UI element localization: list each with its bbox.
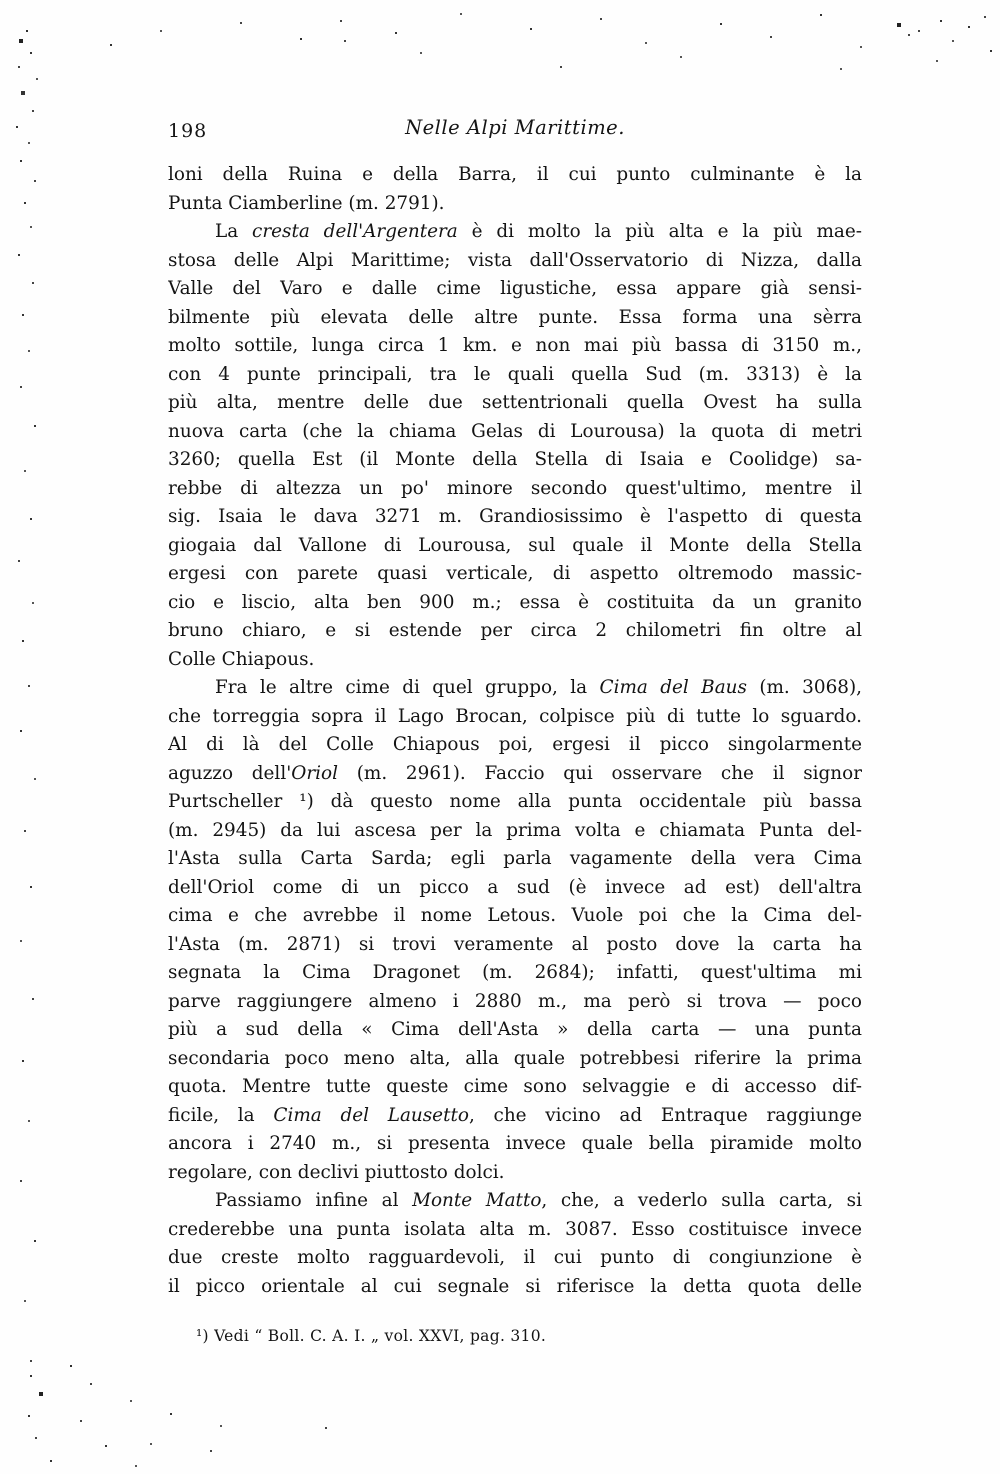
text-line <box>168 389 862 418</box>
text-segment: cima e che avrebbe il nome Letous. Vuole poi che la Cima del- <box>168 905 862 926</box>
text-segment: Al di là del Colle Chiapous poi, ergesi il picco singolarmente <box>168 734 862 755</box>
text-line <box>168 1187 862 1216</box>
text-line <box>168 674 862 703</box>
running-head <box>168 116 862 144</box>
text-segment: nuova carta (che la chiama Gelas di Lourousa) la quota di metri <box>168 420 862 442</box>
text-segment: sig. Isaia le dava 3271 m. Grandiosissimo è l'aspetto di questa <box>168 506 862 527</box>
text-line <box>168 190 862 219</box>
text-segment: , che, a vederlo sulla carta, si <box>541 1190 862 1211</box>
text-line <box>168 845 862 874</box>
text-segment: cio e liscio, alta ben 900 m.; essa è costituita da un granito <box>168 591 862 613</box>
text-segment: più alta, mentre delle due settentrionali quella Ovest ha sulla <box>168 392 862 413</box>
text-line <box>168 788 862 817</box>
text-line <box>168 560 862 589</box>
text-line <box>168 902 862 931</box>
text-line <box>168 475 862 504</box>
text-segment: segnata la Cima Dragonet (m. 2684); infatti, quest'ultima mi <box>168 962 862 983</box>
text-line <box>168 1102 862 1131</box>
text-segment: La <box>215 221 253 242</box>
italic-text-segment: Oriol <box>291 762 338 784</box>
italic-text-segment: Cima del Baus <box>599 677 747 698</box>
text-line <box>168 1273 862 1302</box>
text-line <box>168 1073 862 1102</box>
text-line <box>168 161 862 190</box>
text-line <box>168 703 862 732</box>
text-segment: bruno chiaro, e si estende per circa 2 chilometri fin oltre al <box>168 620 862 641</box>
text-line <box>168 304 862 333</box>
text-segment: loni della Ruina e della Barra, il cui punto culminante è la <box>168 164 862 185</box>
text-line <box>168 361 862 390</box>
text-segment: Passiamo infine al <box>215 1190 413 1211</box>
text-line <box>168 446 862 475</box>
text-line <box>168 874 862 903</box>
text-segment: giogaia dal Vallone di Lourousa, sul quale il Monte della Stella <box>168 534 862 556</box>
text-segment: bilmente più elevata delle altre punte. Essa forma una sèrra <box>168 306 862 328</box>
text-segment: che torreggia sopra il Lago Brocan, colpisce più di tutte lo sguardo. <box>168 705 862 727</box>
text-line <box>168 275 862 304</box>
text-segment: (m. 3068), <box>746 677 862 698</box>
text-segment: due creste molto ragguardevoli, il cui punto di congiunzione è <box>168 1247 862 1268</box>
body-text-block <box>168 161 862 1301</box>
text-line <box>168 1130 862 1159</box>
text-segment: aguzzo dell' <box>168 762 292 784</box>
page-number: 198 <box>168 120 208 142</box>
text-segment: (m. 2961). Faccio qui osservare che il signor <box>337 762 862 784</box>
text-segment: , che vicino ad Entraque raggiunge <box>468 1104 862 1126</box>
text-segment: Valle del Varo e dalle cime ligustiche, essa appare già sensi- <box>168 278 862 299</box>
text-segment: 3260; quella Est (il Monte della Stella di Isaia e Coolidge) sa- <box>168 449 862 470</box>
text-segment: più a sud della « Cima dell'Asta » della carta — una punta <box>168 1019 862 1040</box>
text-segment: regolare, con declivi piuttosto dolci. <box>168 1161 505 1183</box>
text-line <box>168 1216 862 1245</box>
text-line <box>168 617 862 646</box>
italic-text-segment: cresta dell'Argentera <box>252 221 458 242</box>
text-segment: molto sottile, lunga circa 1 km. e non mai più bassa di 3150 m., <box>168 335 862 356</box>
italic-text-segment: Monte Matto <box>412 1190 542 1211</box>
scan-noise-bottom-left <box>70 1365 72 1367</box>
scan-noise-top <box>300 38 302 40</box>
text-segment: Fra le altre cime di quel gruppo, la <box>215 677 600 698</box>
text-segment: stosa delle Alpi Marittime; vista dall'Osservatorio di Nizza, dalla <box>168 249 862 271</box>
text-line <box>168 589 862 618</box>
text-line <box>168 931 862 960</box>
text-line <box>168 1045 862 1074</box>
text-segment: parve raggiungere almeno i 2880 m., ma però si trova — poco <box>168 990 862 1012</box>
text-line <box>168 646 862 675</box>
scan-noise-left-edge <box>26 30 28 32</box>
text-line <box>168 1016 862 1045</box>
text-segment: quota. Mentre tutte queste cime sono selvaggie e di accesso dif- <box>168 1076 862 1097</box>
text-segment: Colle Chiapous. <box>168 648 315 670</box>
text-segment: dell'Oriol come di un picco a sud (è invece ad est) dell'altra <box>168 876 862 898</box>
text-segment: ergesi con parete quasi verticale, di aspetto oltremodo massic- <box>168 563 862 584</box>
text-segment: (m. 2945) da lui ascesa per la prima volta e chiamata Punta del- <box>168 819 862 841</box>
text-line <box>168 418 862 447</box>
text-segment: l'Asta sulla Carta Sarda; egli parla vagamente della vera Cima <box>168 848 862 869</box>
text-segment: ancora i 2740 m., si presenta invece quale bella piramide molto <box>168 1133 862 1154</box>
text-line <box>168 817 862 846</box>
footnote: ¹) Vedi “ Boll. C. A. I. „ vol. XXVI, pag. 310. <box>196 1327 547 1345</box>
running-title: Nelle Alpi Marittime. <box>405 116 625 139</box>
text-line <box>168 332 862 361</box>
text-segment: ficile, la <box>168 1104 274 1126</box>
text-line <box>168 731 862 760</box>
text-line <box>168 959 862 988</box>
text-segment: rebbe di altezza un po' minore secondo quest'ultimo, mentre il <box>168 477 862 499</box>
text-line <box>168 1159 862 1188</box>
text-line <box>168 1244 862 1273</box>
text-line <box>168 760 862 789</box>
text-segment: l'Asta (m. 2871) si trovi veramente al posto dove la carta ha <box>168 933 862 955</box>
text-segment: Punta Ciamberline (m. 2791). <box>168 192 445 214</box>
text-line <box>168 247 862 276</box>
text-line <box>168 503 862 532</box>
text-segment: il picco orientale al cui segnale si riferisce la detta quota delle <box>168 1275 862 1297</box>
text-segment: è di molto la più alta e la più mae- <box>457 221 862 242</box>
text-segment: Purtscheller ¹) dà questo nome alla punta occidentale più bassa <box>168 791 862 812</box>
text-segment: crederebbe una punta isolata alta m. 3087. Esso costituisce invece <box>168 1218 862 1240</box>
text-segment: con 4 punte principali, tra le quali quella Sud (m. 3313) è la <box>168 363 862 385</box>
italic-text-segment: Cima del Lausetto <box>273 1104 469 1126</box>
text-segment: secondaria poco meno alta, alla quale potrebbesi riferire la prima <box>168 1047 862 1069</box>
text-line <box>168 532 862 561</box>
text-line <box>168 988 862 1017</box>
text-line <box>168 218 862 247</box>
